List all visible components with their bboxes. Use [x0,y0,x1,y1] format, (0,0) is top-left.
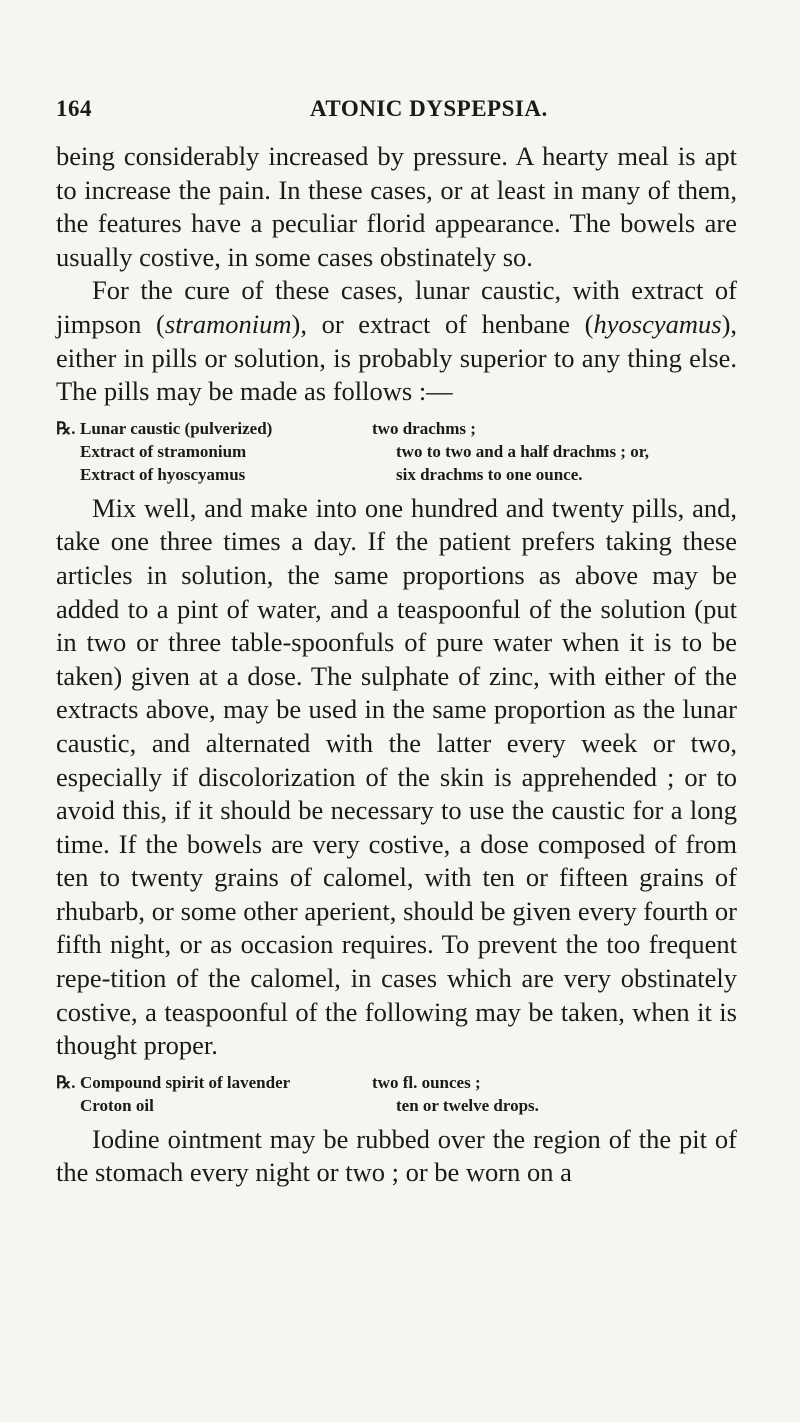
recipe-amount: two fl. ounces ; [372,1072,481,1092]
recipe-1 [56,417,737,486]
recipe-item: Extract of stramonium [80,441,247,461]
recipe-1-row [56,440,737,463]
body-text [56,140,737,1190]
paragraph-4: Iodine ointment may be rubbed over the region of the pit of the stomach every night or two ; or be worn on a [56,1123,737,1188]
recipe-item: Extract of hyoscyamus [80,464,246,484]
recipe-item: Croton oil [80,1095,154,1115]
recipe-2-row [56,1094,737,1117]
p2-italic-stramonium: stramonium [164,308,292,339]
recipe-item: Lunar caustic (pulverized) [80,418,273,438]
recipe-amount: six drachms to one ounce. [396,464,583,484]
paragraph-2 [56,274,737,408]
p2-text-c: ), or extract of henbane ( [291,308,594,339]
p2-italic-hyoscyamus: hyoscyamus [593,308,722,339]
recipe-2 [56,1071,737,1117]
recipe-amount: two drachms ; [372,418,476,438]
prescription-symbol: ℞. [56,418,76,438]
recipe-amount: two to two and a half drachms ; or, [396,441,649,461]
paragraph-1: being considerably increased by pressure. A hearty meal is apt to increase the pain. In these cases, or at least in many of them, the features have a peculiar florid appearance. The bowels are usually costive, in some cases obstinately so. [56,141,737,272]
recipe-1-row [56,417,737,440]
p2-text-a: For the cure of these cases, lunar caustic, with extract of jimpson ( [56,275,737,339]
recipe-2-row [56,1071,737,1094]
paragraph-3: Mix well, and make into one hundred and twenty pills, and, take one three times a day. If the patient prefers taking these articles in solution, the same proportions as above may be added to a pint of water, and a teaspoonful of the solution (put in two or three table-spoonfuls of pure water when it is to be taken) given at a dose. The sulphate of zinc, with either of the extracts above, may be used in the same proportion as the lunar caustic, and alternated with the latter every week or two, especially if discolorization of the skin is apprehended ; or to avoid this, if it should be necessary to use the caustic for a long time. If the bowels are very costive, a dose composed of from ten to twenty grains of calomel, with ten or fifteen grains of rhubarb, or some other aperient, should be given every fourth or fifth night, or as occasion requires. To prevent the too frequent repe-tition of the calomel, in cases which are very obstinately costive, a teaspoonful of the following may be taken, when it is thought proper. [56,492,737,1061]
prescription-symbol: ℞. [56,1072,76,1092]
recipe-1-row [56,463,737,486]
running-title: ATONIC DYSPEPSIA. [310,96,548,121]
recipe-item: Compound spirit of lavender [80,1072,291,1092]
page-number: 164 [56,96,92,121]
p2-text-e: ), either in pills or solution, is probably superior to any thing else. The pills may be made as follows :— [56,308,738,407]
recipe-amount: ten or twelve drops. [396,1095,539,1115]
